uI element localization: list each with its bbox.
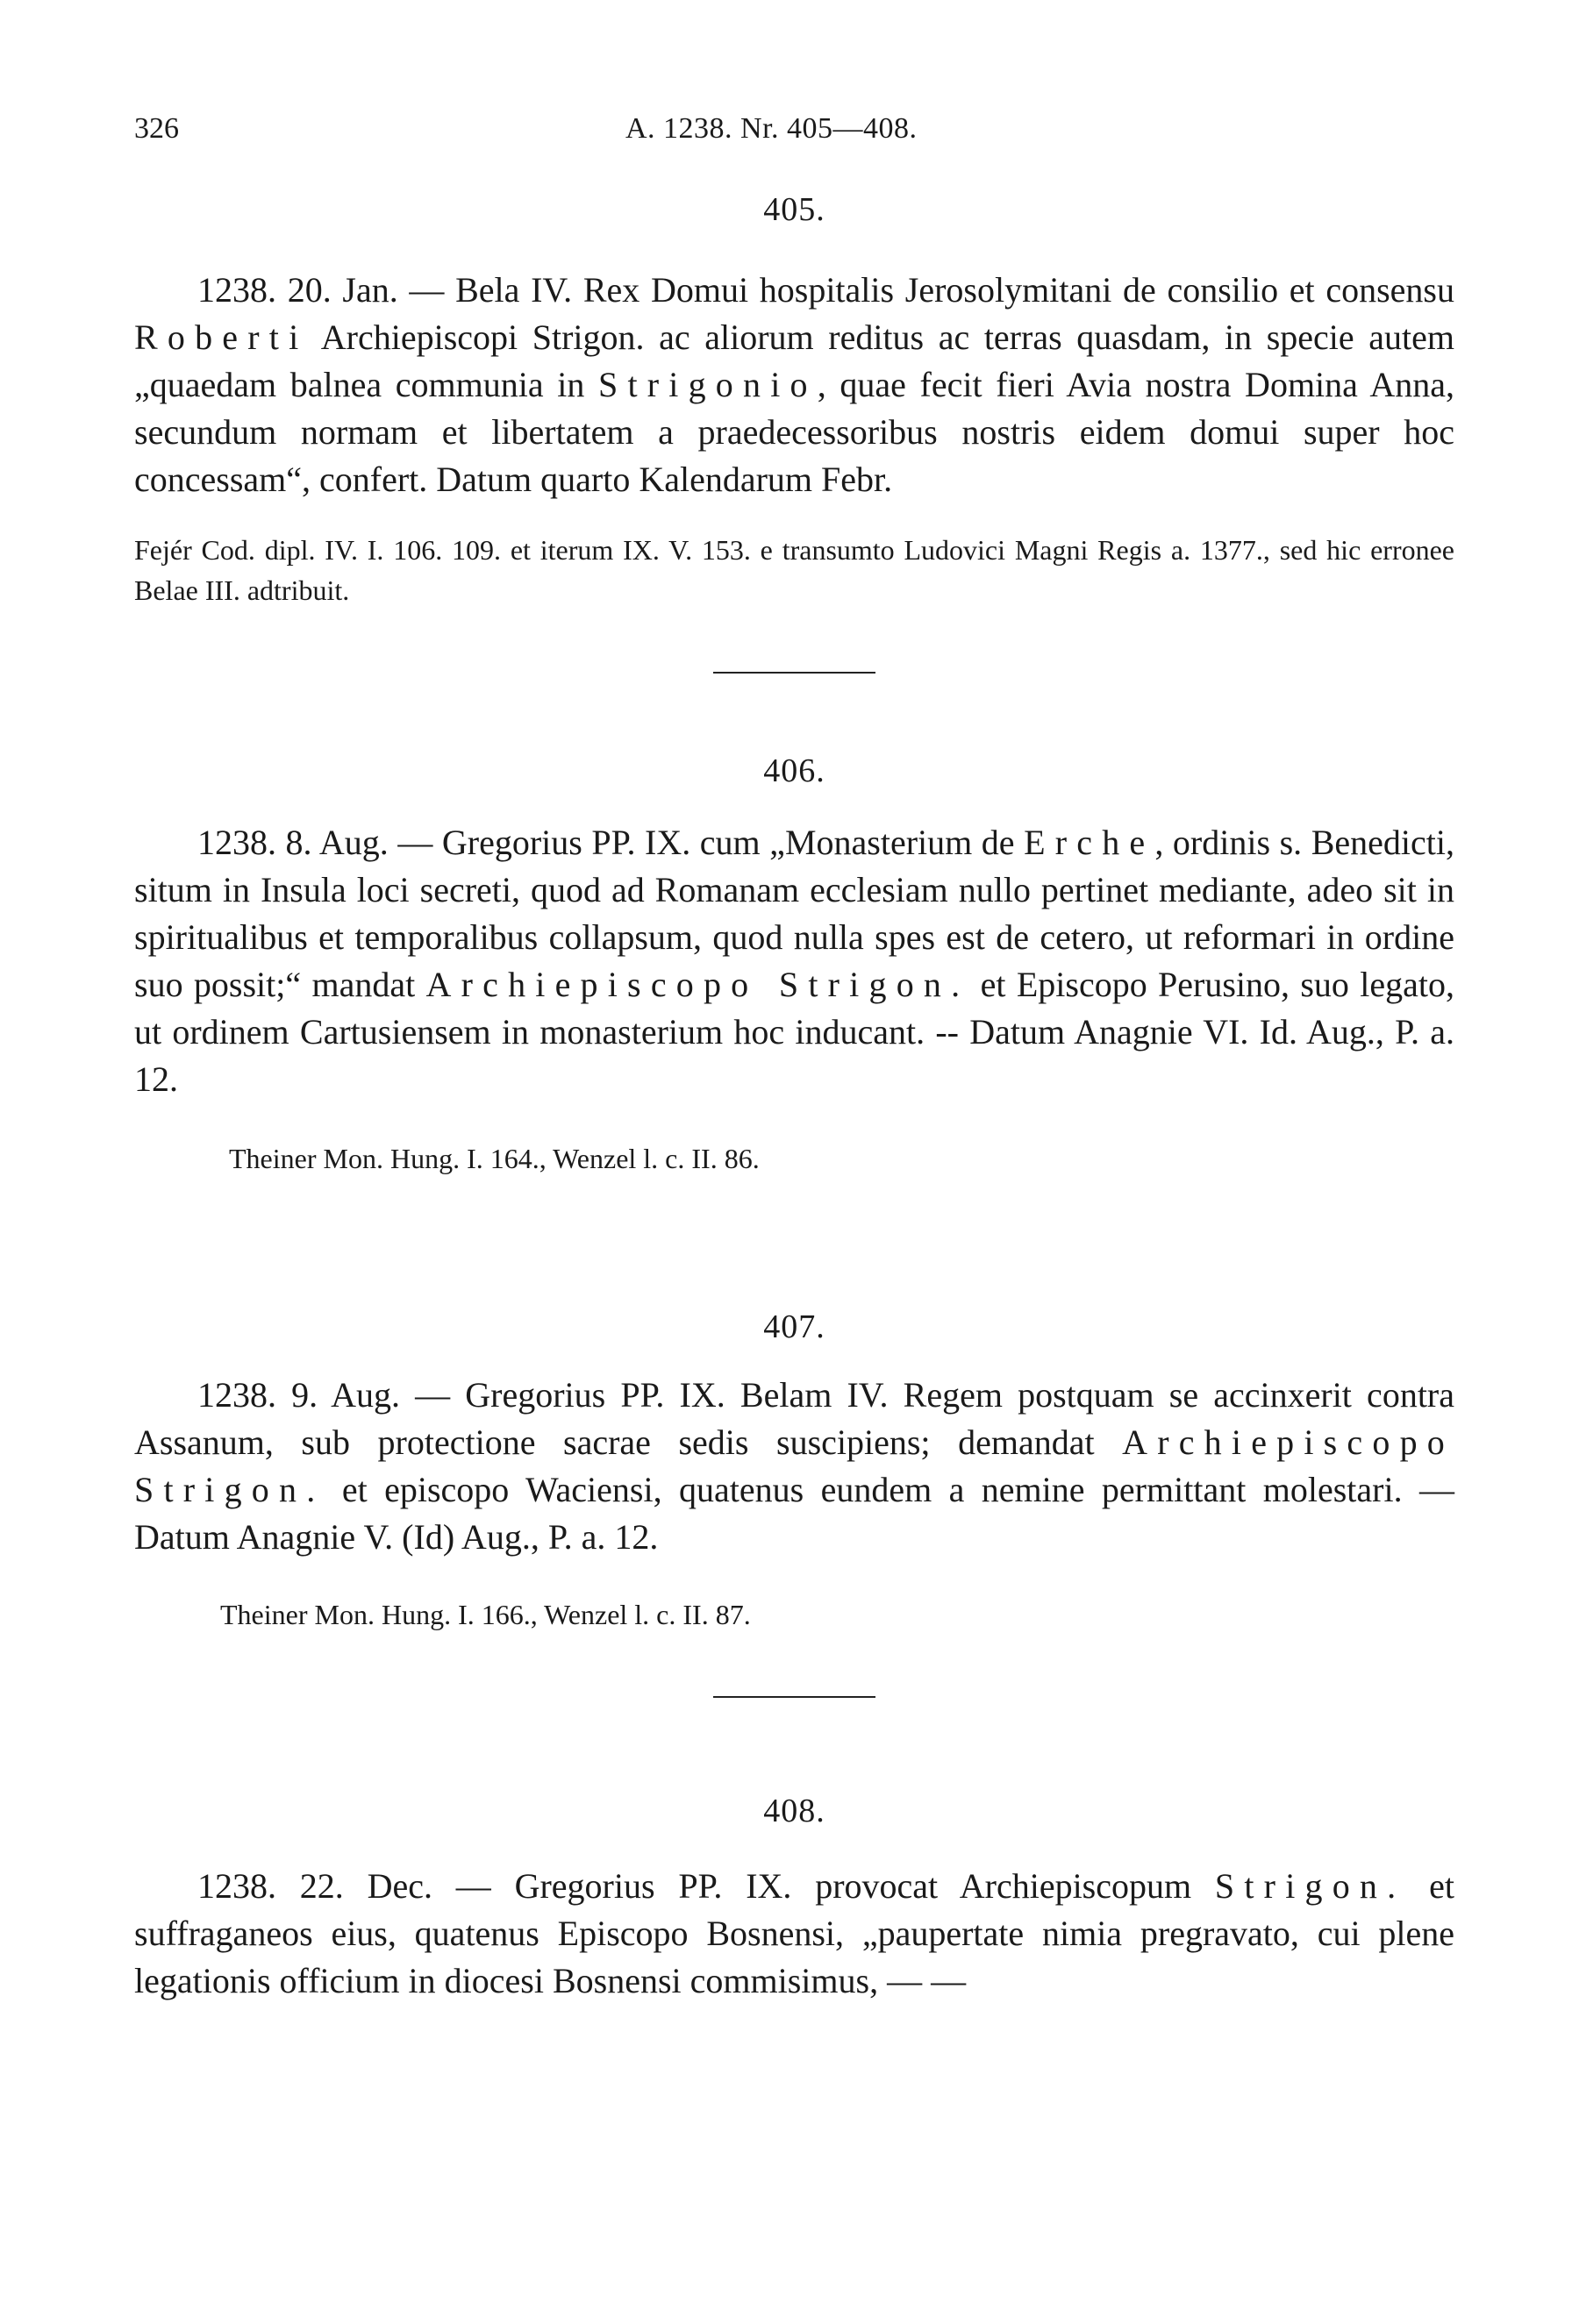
entry-408	[134, 1794, 1454, 2005]
text-segment: 1238. 20. Jan. — Bela IV. Rex Domui hospitalis Jerosolymitani de consilio et consensu	[197, 270, 1454, 310]
entry-text	[134, 1863, 1454, 2005]
page-number: 326	[134, 112, 179, 145]
text-segment: et suffraganeos eius, quatenus Episcopo Bosnensi, „paupertate nimia pregravato, cui plene legationis officium in diocesi Bosnensi commisimus, — —	[134, 1866, 1454, 2000]
document-page	[134, 96, 1454, 2005]
text-segment: , quae fecit fieri Avia nostra Domina Anna, secundum normam et libertatem a praedecessoribus nostris eidem domui super hoc concessam“, confert. Datum quarto Kalendarum Febr.	[134, 365, 1454, 499]
spaced-name: Archiepiscopo Strigon.	[134, 1422, 1454, 1509]
entry-reference: Fejér Cod. dipl. IV. I. 106. 109. et iterum IX. V. 153. e transumto Ludovici Magni Regis a. 1377., sed hic erronee Belae III. adtribuit.	[134, 534, 1454, 606]
entry-number: 406.	[763, 752, 825, 789]
entry-407	[134, 1310, 1454, 1635]
entry-text	[134, 1372, 1454, 1561]
spaced-name: Strigonio	[598, 365, 818, 404]
running-title: A. 1238. Nr. 405—408.	[625, 112, 918, 145]
section-divider	[713, 1696, 875, 1698]
spaced-name: Roberti	[134, 317, 309, 357]
text-segment: Archiepiscopi Strigon. ac aliorum reditus ac terras quasdam, in specie autem „quaedam balnea communia in	[134, 317, 1454, 404]
text-segment: 1238. 8. Aug. — Gregorius PP. IX. cum „Monasterium de	[197, 823, 1025, 862]
text-segment: et episcopo Waciensi, quatenus eundem a nemine permittant molestari. — Datum Anagnie V. (Id) Aug., P. a. 12.	[134, 1470, 1454, 1557]
text-segment: 1238. 22. Dec. — Gregorius PP. IX. provocat Archiepiscopum	[197, 1866, 1215, 1906]
spaced-name: Archiepiscopo Strigon.	[425, 965, 970, 1004]
spaced-name: Strigon.	[1214, 1866, 1406, 1906]
entry-reference: Theiner Mon. Hung. I. 166., Wenzel l. c. II. 87.	[220, 1599, 751, 1630]
text-segment: , ordinis s. Benedicti, situm in Insula loci secreti, quod ad Romanam ecclesiam nullo pertinet mediante, adeo sit in spiritualibus et temporalibus collapsum, quod nulla spes est de cetero, ut reformari in ordine suo possit;“ mandat	[134, 823, 1454, 1004]
entry-number: 408.	[763, 1793, 825, 1829]
running-header	[134, 96, 1454, 158]
text-segment: et Episcopo Perusino, suo legato, ut ordinem Cartusiensem in monasterium hoc inducant. -- Datum Anagnie VI. Id. Aug., P. a. 12.	[134, 965, 1454, 1099]
entry-text	[134, 267, 1454, 503]
section-divider	[713, 672, 875, 674]
entry-405	[134, 193, 1454, 610]
entry-reference: Theiner Mon. Hung. I. 164., Wenzel l. c. II. 86.	[229, 1143, 760, 1174]
entry-406	[134, 754, 1454, 1179]
spaced-name: Erche	[1024, 823, 1155, 862]
entry-number: 405.	[763, 191, 825, 228]
entry-text	[134, 819, 1454, 1103]
entry-number: 407.	[763, 1308, 825, 1345]
text-segment: 1238. 9. Aug. — Gregorius PP. IX. Belam IV. Regem postquam se accinxerit contra Assanum, sub protectione sacrae sedis suscipiens; demandat	[134, 1375, 1454, 1462]
